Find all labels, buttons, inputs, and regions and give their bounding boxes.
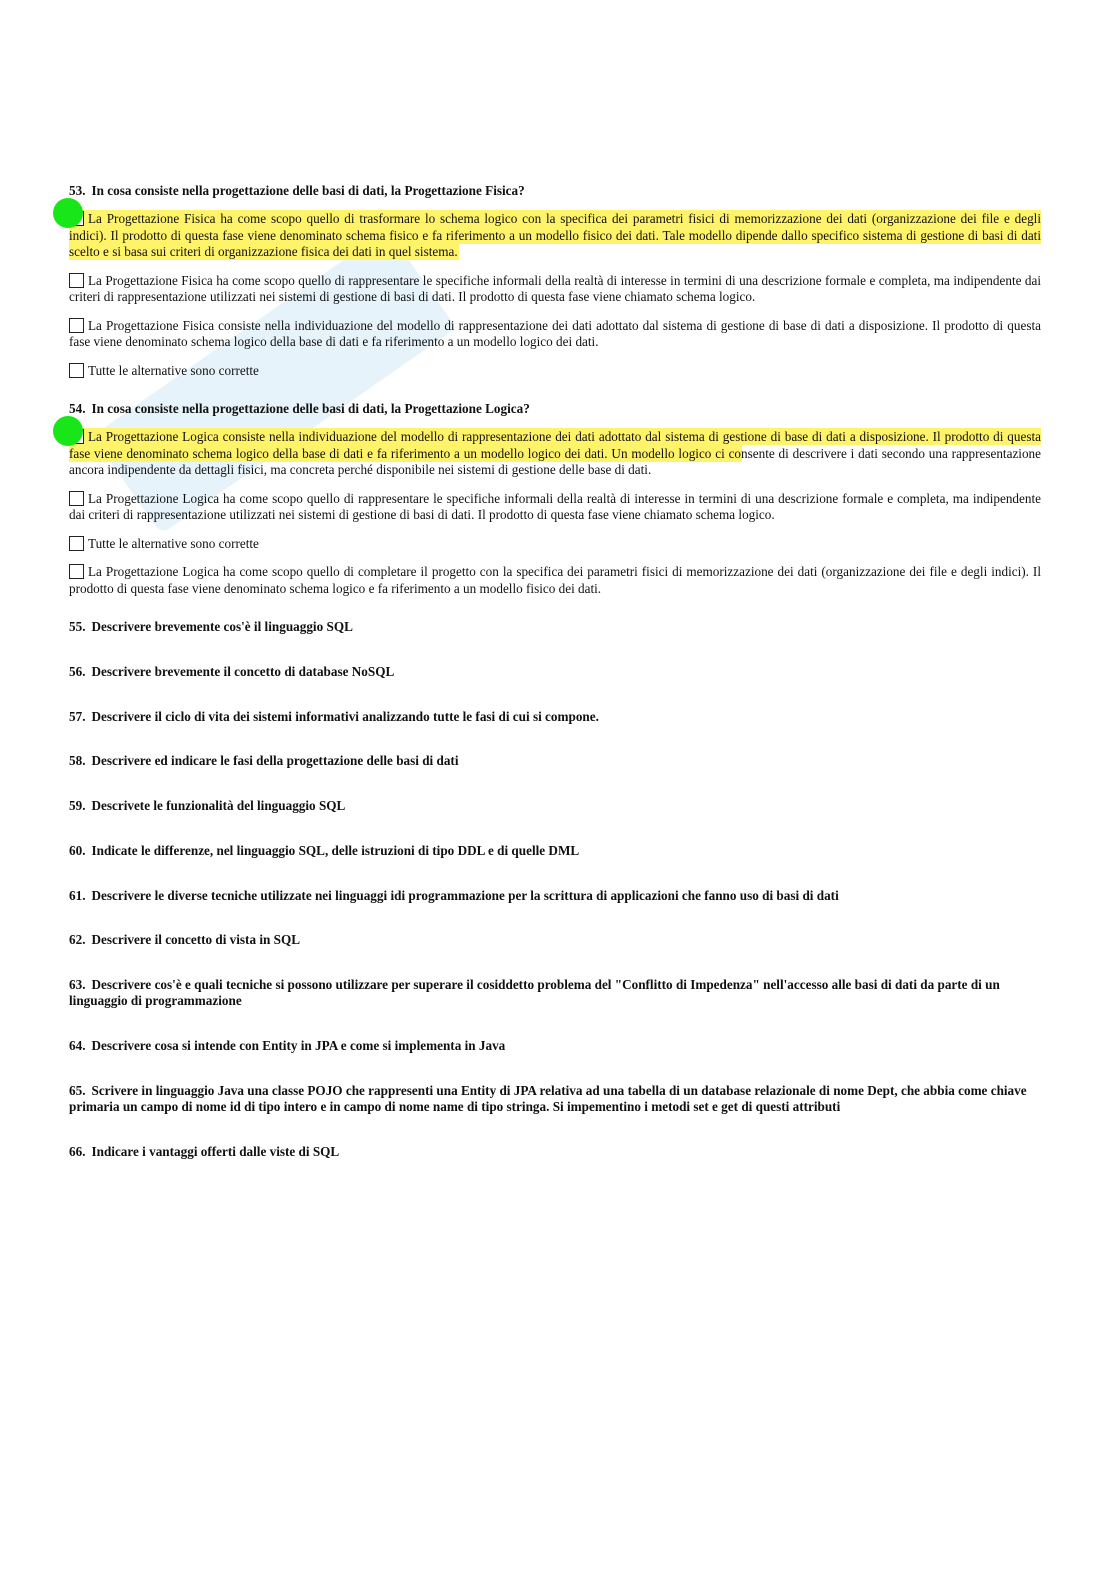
answer-text: La Progettazione Fisica consiste nella individuazione del modello di rappresentazione dei dati adottato dal sistema di gestione di base di dati a disposizione. Il prodotto di questa fase viene denominato schema logico della base di dati e fa riferimento a un modello logico dei dati. xyxy=(69,317,1041,349)
answer-option-correct xyxy=(69,211,1041,261)
question-number: 59. xyxy=(69,798,86,813)
question-54 xyxy=(69,401,1041,417)
question-text: Descrivere cosa si intende con Entity in JPA e come si implementa in Java xyxy=(91,1038,506,1053)
question-number: 57. xyxy=(69,709,86,724)
answer-checkbox[interactable] xyxy=(69,536,84,551)
answer-checkbox[interactable] xyxy=(69,363,84,378)
question-text: Descrivete le funzionalità del linguaggio SQL xyxy=(91,798,346,813)
answer-text-highlighted: La Progettazione Logica consiste nella individuazione del modello di rappresentazione dei dati adottato dal sistema di gestione di base di dati a disposizione. Il prodotto di questa fase viene denominato schema logico della base di dati e fa riferimento a un modello logico dei dati. Un modello logico ci co xyxy=(69,429,1041,461)
question-53-block xyxy=(69,183,1041,379)
question-number: 60. xyxy=(69,843,86,858)
question-number: 64. xyxy=(69,1038,86,1053)
question-text: Indicate le differenze, nel linguaggio SQL, delle istruzioni di tipo DDL e di quelle DML xyxy=(91,843,580,858)
answer-option xyxy=(69,363,1041,380)
open-question xyxy=(69,664,1041,680)
question-text: Descrivere le diverse tecniche utilizzate nei linguaggi idi programmazione per la scrittura di applicazioni che fanno uso di basi di dati xyxy=(91,888,839,903)
answer-option xyxy=(69,318,1041,351)
open-question xyxy=(69,753,1041,769)
question-text: Descrivere brevemente il concetto di database NoSQL xyxy=(91,664,395,679)
answer-option xyxy=(69,491,1041,524)
document-page xyxy=(69,183,1041,1160)
open-question xyxy=(69,798,1041,814)
question-number: 53. xyxy=(69,183,86,198)
open-question xyxy=(69,932,1041,948)
question-text: Descrivere cos'è e quali tecniche si possono utilizzare per superare il cosiddetto problema del "Conflitto di Impedenza" nell'accesso alle basi di dati da parte di un linguaggio di programmazione xyxy=(69,977,1000,1008)
answer-option xyxy=(69,273,1041,306)
open-question xyxy=(69,709,1041,725)
question-number: 58. xyxy=(69,753,86,768)
question-text: In cosa consiste nella progettazione delle basi di dati, la Progettazione Fisica? xyxy=(91,183,525,198)
question-number: 56. xyxy=(69,664,86,679)
question-text: In cosa consiste nella progettazione delle basi di dati, la Progettazione Logica? xyxy=(91,401,530,416)
answer-text: La Progettazione Logica ha come scopo quello di completare il progetto con la specifica dei parametri fisici di memorizzazione dei dati (organizzazione dei file e degli indici). Il prodotto di questa fase viene denominato schema logico e fa riferimento a un modello fisico dei dati. xyxy=(69,564,1041,596)
question-number: 61. xyxy=(69,888,86,903)
question-53 xyxy=(69,183,1041,199)
answer-checkbox[interactable] xyxy=(69,273,84,288)
answer-text: La Progettazione Fisica ha come scopo quello di rappresentare le specifiche informali della realtà di interesse in termini di una descrizione formale e completa, ma indipendente dai criteri di rappresentazione utilizzati nei sistemi di gestione di basi di dati. Il prodotto di questa fase viene chiamato schema logico. xyxy=(69,272,1041,304)
answer-text: Tutte le alternative sono corrette xyxy=(88,535,259,551)
question-text: Indicare i vantaggi offerti dalle viste di SQL xyxy=(91,1144,340,1159)
open-question xyxy=(69,1083,1041,1115)
answer-option-correct xyxy=(69,429,1041,479)
open-question xyxy=(69,1038,1041,1054)
open-question xyxy=(69,1144,1041,1160)
correct-answer-marker xyxy=(53,198,83,228)
answer-option xyxy=(69,536,1041,553)
question-number: 55. xyxy=(69,619,86,634)
answer-checkbox[interactable] xyxy=(69,318,84,333)
open-question xyxy=(69,888,1041,904)
answer-option xyxy=(69,564,1041,597)
question-text: Descrivere il ciclo di vita dei sistemi informativi analizzando tutte le fasi di cui si compone. xyxy=(91,709,599,724)
question-54-block xyxy=(69,401,1041,597)
question-number: 66. xyxy=(69,1144,86,1159)
question-number: 54. xyxy=(69,401,86,416)
question-number: 63. xyxy=(69,977,86,992)
question-text: Descrivere ed indicare le fasi della progettazione delle basi di dati xyxy=(91,753,459,768)
question-number: 62. xyxy=(69,932,86,947)
question-number: 65. xyxy=(69,1083,86,1098)
answer-text: nsente di descrivere i dati secondo una rappresentazione ancora indipendente da dettagli fisici, ma concreta perché disponibile nei sistemi di gestione delle base di dati. xyxy=(69,445,1042,477)
answer-checkbox[interactable] xyxy=(69,564,84,579)
open-question xyxy=(69,843,1041,859)
correct-answer-marker xyxy=(53,416,83,446)
question-text: Descrivere il concetto di vista in SQL xyxy=(91,932,301,947)
open-question xyxy=(69,977,1041,1009)
answer-text: La Progettazione Logica ha come scopo quello di rappresentare le specifiche informali della realtà di interesse in termini di una descrizione formale e completa, ma indipendente dai criteri di rappresentazione utilizzati nei sistemi di gestione di basi di dati. Il prodotto di questa fase viene chiamato schema logico. xyxy=(69,490,1041,522)
open-question xyxy=(69,619,1041,635)
question-text: Scrivere in linguaggio Java una classe POJO che rappresenti una Entity di JPA relativa ad una tabella di un database relazionale di nome Dept, che abbia come chiave primaria un campo di nome id di tipo intero e in campo di nome name di tipo stringa. Si impementino i metodi set e get di questi attributi xyxy=(69,1083,1027,1114)
answer-text: Tutte le alternative sono corrette xyxy=(88,362,259,378)
open-questions-list xyxy=(69,619,1041,1160)
answer-checkbox[interactable] xyxy=(69,491,84,506)
answer-text: La Progettazione Fisica ha come scopo quello di trasformare lo schema logico con la specifica dei parametri fisici di memorizzazione dei dati (organizzazione dei file e degli indici). Il prodotto di questa fase viene denominato schema fisico e fa riferimento a un modello fisico dei dati. Tale modello dipende dallo specifico sistema di gestione di basi di dati scelto e si basa sui criteri di organizzazione fisica dei dati in quel sistema. xyxy=(69,211,1041,259)
question-text: Descrivere brevemente cos'è il linguaggio SQL xyxy=(91,619,353,634)
